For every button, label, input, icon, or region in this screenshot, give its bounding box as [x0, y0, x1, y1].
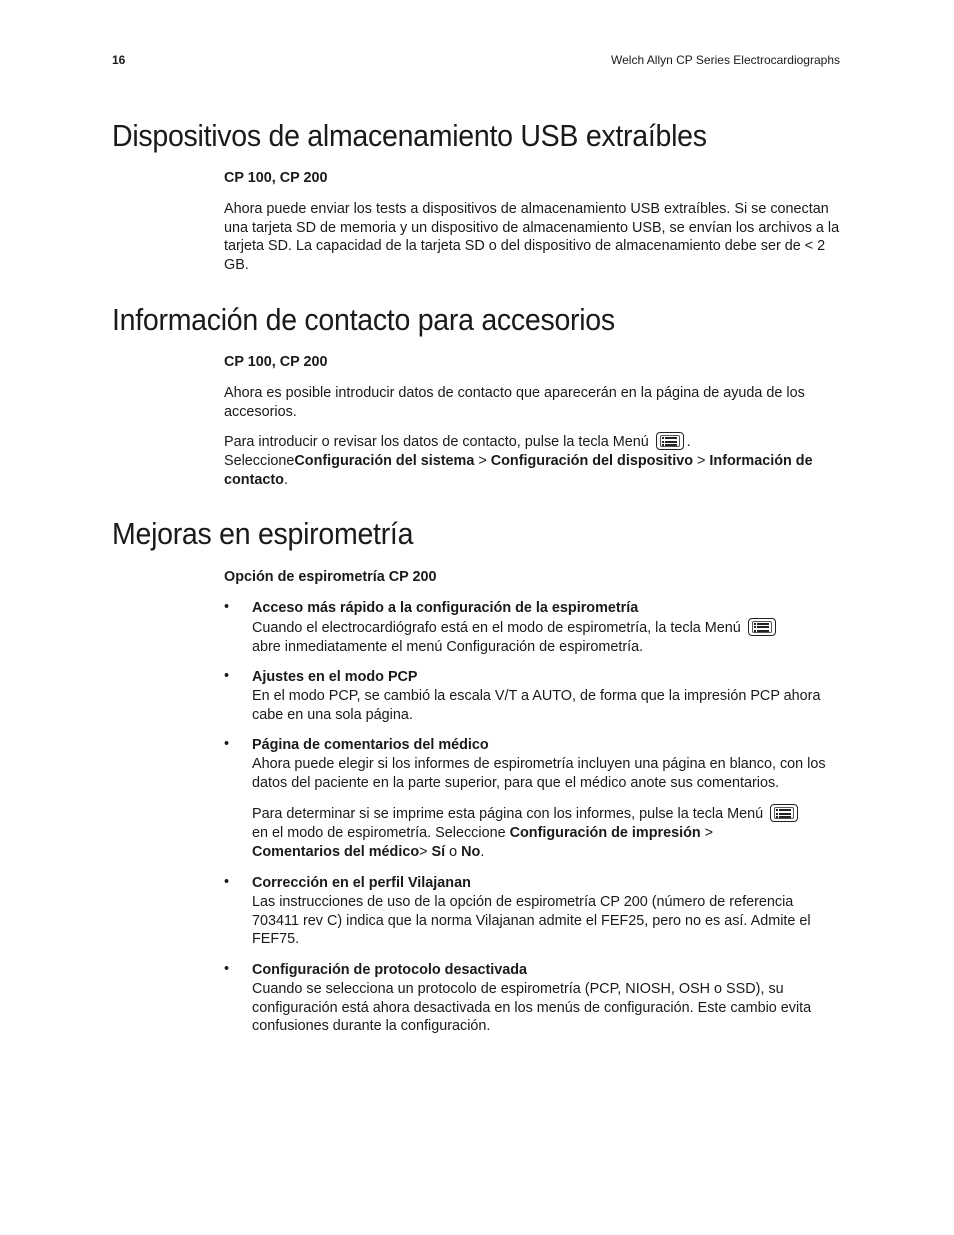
text: o [445, 843, 462, 860]
item-text-instructions [252, 804, 842, 861]
document-title: Welch Allyn CP Series Electrocardiographs [611, 53, 840, 67]
menu-path-comments: Comentarios del médico [252, 843, 420, 860]
separator: > [419, 843, 432, 860]
subtitle-models: CP 100, CP 200 [224, 354, 328, 370]
item-text: Las instrucciones de uso de la opción de espirometría CP 200 (número de referencia 703411 rev C) indica que la norma Vilajanan admite el FEF25, pero no es así. Admite el FEF75. [252, 893, 811, 948]
separator: > [700, 825, 714, 842]
menu-path-system: Configuración del sistema [294, 453, 475, 470]
menu-key-icon [770, 804, 798, 822]
text: Para introducir o revisar los datos de contacto, pulse la tecla Menú [224, 434, 649, 451]
bullet: • [224, 668, 230, 684]
item-title: Ajustes en el modo PCP [252, 669, 418, 685]
item-title: Corrección en el perfil Vilajanan [252, 875, 471, 891]
subtitle: Opción de espirometría CP 200 [224, 569, 437, 585]
subtitle-spirometry-option [224, 568, 840, 587]
text: abre inmediatamente el menú Configuración de espirometría. [252, 638, 644, 655]
text: . [283, 471, 288, 488]
menu-key-icon [748, 618, 776, 636]
bullet: • [224, 961, 230, 977]
item-text: En el modo PCP, se cambió la escala V/T a AUTO, de forma que la impresión PCP ahora cabe en una sola página. [252, 687, 821, 723]
list-item [252, 874, 842, 949]
bullet: • [224, 874, 230, 890]
list-item [252, 599, 842, 656]
menu-path-print: Configuración de impresión [509, 825, 701, 842]
menu-path-device: Configuración del dispositivo [490, 453, 694, 470]
section-title-contact: Información de contacto para accesorios [112, 302, 615, 337]
text: Cuando el electrocardiógrafo está en el modo de espirometría, la tecla Menú [252, 619, 741, 636]
menu-path-contact: Información de contacto [224, 453, 813, 488]
section-contact-body [224, 353, 840, 490]
text: Para determinar si se imprime esta página con los informes, pulse la tecla Menú [252, 806, 764, 823]
paragraph: Ahora es posible introducir datos de contacto que aparecerán en la página de ayuda de los accesorios. [224, 384, 805, 420]
item-text [252, 618, 842, 657]
item-text: Cuando se selecciona un protocolo de espirometría (PCP, NIOSH, OSH o SSD), su configuración está ahora desactivada en los menús de configuración. Este cambio evita confusiones durante la configuración. [252, 980, 812, 1035]
separator: > [693, 453, 710, 470]
subtitle-models: CP 100, CP 200 [224, 170, 328, 186]
paragraph-instructions [224, 432, 840, 489]
list-item [252, 668, 842, 724]
section-title-usb: Dispositivos de almacenamiento USB extraíbles [112, 118, 707, 153]
section-usb-body [224, 169, 840, 275]
paragraph: Ahora puede enviar los tests a dispositivos de almacenamiento USB extraíbles. Si se conectan una tarjeta SD de memoria y un dispositivo de almacenamiento USB, se envían los archivos a la tarjeta SD. La capacidad de la tarjeta SD o del dispositivo de almacenamiento debe ser de < 2 GB. [224, 200, 840, 274]
item-title: Configuración de protocolo desactivada [252, 962, 528, 978]
text: Seleccione [224, 453, 295, 470]
page-number: 16 [112, 53, 126, 67]
item-text: Ahora puede elegir si los informes de espirometría incluyen una página en blanco, con los datos del paciente en la parte superior, para que el médico anote sus comentarios. [252, 755, 826, 791]
text: en el modo de espirometría. Seleccione [252, 825, 506, 842]
menu-key-icon [656, 432, 684, 450]
bullet: • [224, 736, 230, 752]
item-title: Página de comentarios del médico [252, 737, 489, 753]
list-item [252, 736, 842, 862]
list-item [252, 961, 842, 1036]
item-title: Acceso más rápido a la configuración de la espirometría [252, 600, 639, 616]
text: . [480, 843, 485, 860]
bullet: • [224, 599, 230, 615]
option-no: No [461, 843, 481, 860]
text: . [686, 434, 691, 451]
option-yes: Sí [431, 843, 446, 860]
section-title-spirometry: Mejoras en espirometría [112, 516, 414, 551]
separator: > [474, 453, 491, 470]
